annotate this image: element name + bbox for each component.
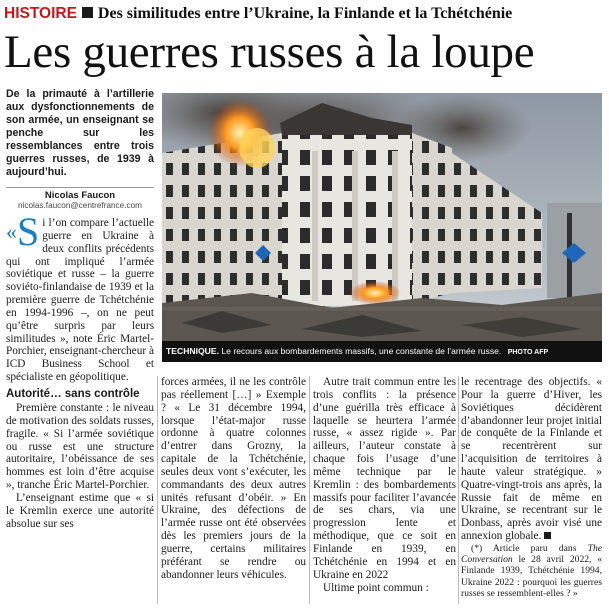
paragraph-5-cont — [461, 376, 602, 543]
column-rule — [309, 376, 310, 604]
footnote — [461, 543, 602, 599]
column-rule — [458, 376, 459, 604]
paragraph-5-text: le recentrage des objectifs. « Pour la guerre d’Hiver, les Soviétiques décidèrent d’abandonner leur projet initial de conquête de la Finlande et se recentrèrent sur l’acquisition de territoires à haute valeur stratégique. » Quatre-vingt-trois ans après, la Russie fait de même en Ukraine, se recentrant sur le Donbass, après avoir visé une annexion globale. — [461, 376, 602, 543]
author-email[interactable]: nicolas.faucon@centrefrance.com — [18, 201, 142, 210]
article-column-3 — [313, 376, 456, 594]
paragraph-3-cont: forces armées, il ne les contrôle pas réellement […] » Exemple ? « Le 31 décembre 1994, lorsque l’état-major russe ordonne à quatre colonnes d’entrer dans Grozny, la capitale de la Tchétchénie, seules deux vont s’exécuter, les commandants des deux autres unités refusant d’obéir. » En Ukraine, des défections de l’armée russe ont été observées dès les premiers jours de la guerre, certains militaires préférant se rendre ou abandonner leurs véhicules. — [161, 376, 306, 581]
paragraph-3-start: L’enseignant estime que « si le Kremlin exerce une autorité absolue sur ses — [6, 491, 154, 530]
dropcap-letter: S — [17, 209, 40, 254]
caption-label: TECHNIQUE. — [166, 346, 219, 356]
subheading: Autorité… sans contrôle — [6, 387, 140, 400]
author-name: Nicolas Faucon — [44, 190, 116, 201]
footnote-publication: The Conversation — [461, 542, 602, 566]
byline — [6, 187, 154, 210]
end-mark-icon — [544, 532, 551, 539]
photo-credit: PHOTO AFP — [507, 349, 549, 356]
footnote-post: le 28 avril 2022, « Finlande 1939, Tchétchénie 1994, Ukraine 2022 : pourquoi les guerres russes se ressemblent-elles ? » — [461, 554, 602, 599]
footnote-pre: (*) Article paru dans — [471, 542, 577, 554]
paragraph-1: i l’on compare l’actuelle guerre en Ukraine à deux conflits précédents qui ont impliqué l’armée soviétique et russe – la guerre soviéto-finlandaise de 1939 et la première guerre de Tchétchénie en 1994-1996 –, on ne peut qu’être surpris par leurs similitudes », note Éric Martel-Porchier, enseignant-chercheur à ICD Business School et spécialiste en géopolitique. — [6, 217, 154, 384]
intro-lede: De la primauté à l’artillerie aux dysfonctionnements de son armée, un enseignant se penche sur les ressemblances entre trois guerres russes, de 1939 à aujourd’hui. — [6, 88, 154, 178]
caption-text: Le recours aux bombardements massifs, une constante de l’armée russe. — [221, 346, 502, 356]
section-kicker: HISTOIRE — [4, 5, 77, 22]
paragraph-4: Autre trait commun entre les trois conflits : la présence d’une guérilla très efficace à laquelle se heurtera l’armée russe, « assez rigide ». Par ailleurs, l’auteur constate à chaque fois l’usage d’une même technique par le Kremlin : des bombardements massifs pour faciliter l’avancée de ses chars, via une progression lente et méthodique, que ce soit en Finlande en 1939, en Tchétchénie en 1994 et en Ukraine en 2022 — [313, 376, 456, 581]
column-rule — [157, 376, 158, 604]
deck-title: Des similitudes entre l’Ukraine, la Finlande et la Tchétchénie — [97, 5, 513, 22]
article-photo — [162, 93, 602, 341]
dropcap-quote: « — [6, 219, 17, 244]
photo-caption — [162, 341, 602, 362]
dropcap — [6, 209, 40, 254]
article-column-1 — [6, 209, 154, 530]
rubric — [4, 5, 606, 25]
headline: Les guerres russes à la loupe — [4, 26, 535, 78]
paragraph-5-start: Ultime point commun : — [323, 581, 429, 594]
article-column-2 — [161, 376, 306, 582]
paragraph-2: Première constante : le niveau de motivation des soldats russes, fragile. « Si l’armée soviétique ou russe est une structure autoritaire, l’obéissance de ses hommes est loin d’être acquise », tranche Éric Martel-Porchier. — [6, 401, 154, 492]
square-bullet-icon — [82, 7, 93, 18]
article-column-4 — [461, 376, 602, 599]
